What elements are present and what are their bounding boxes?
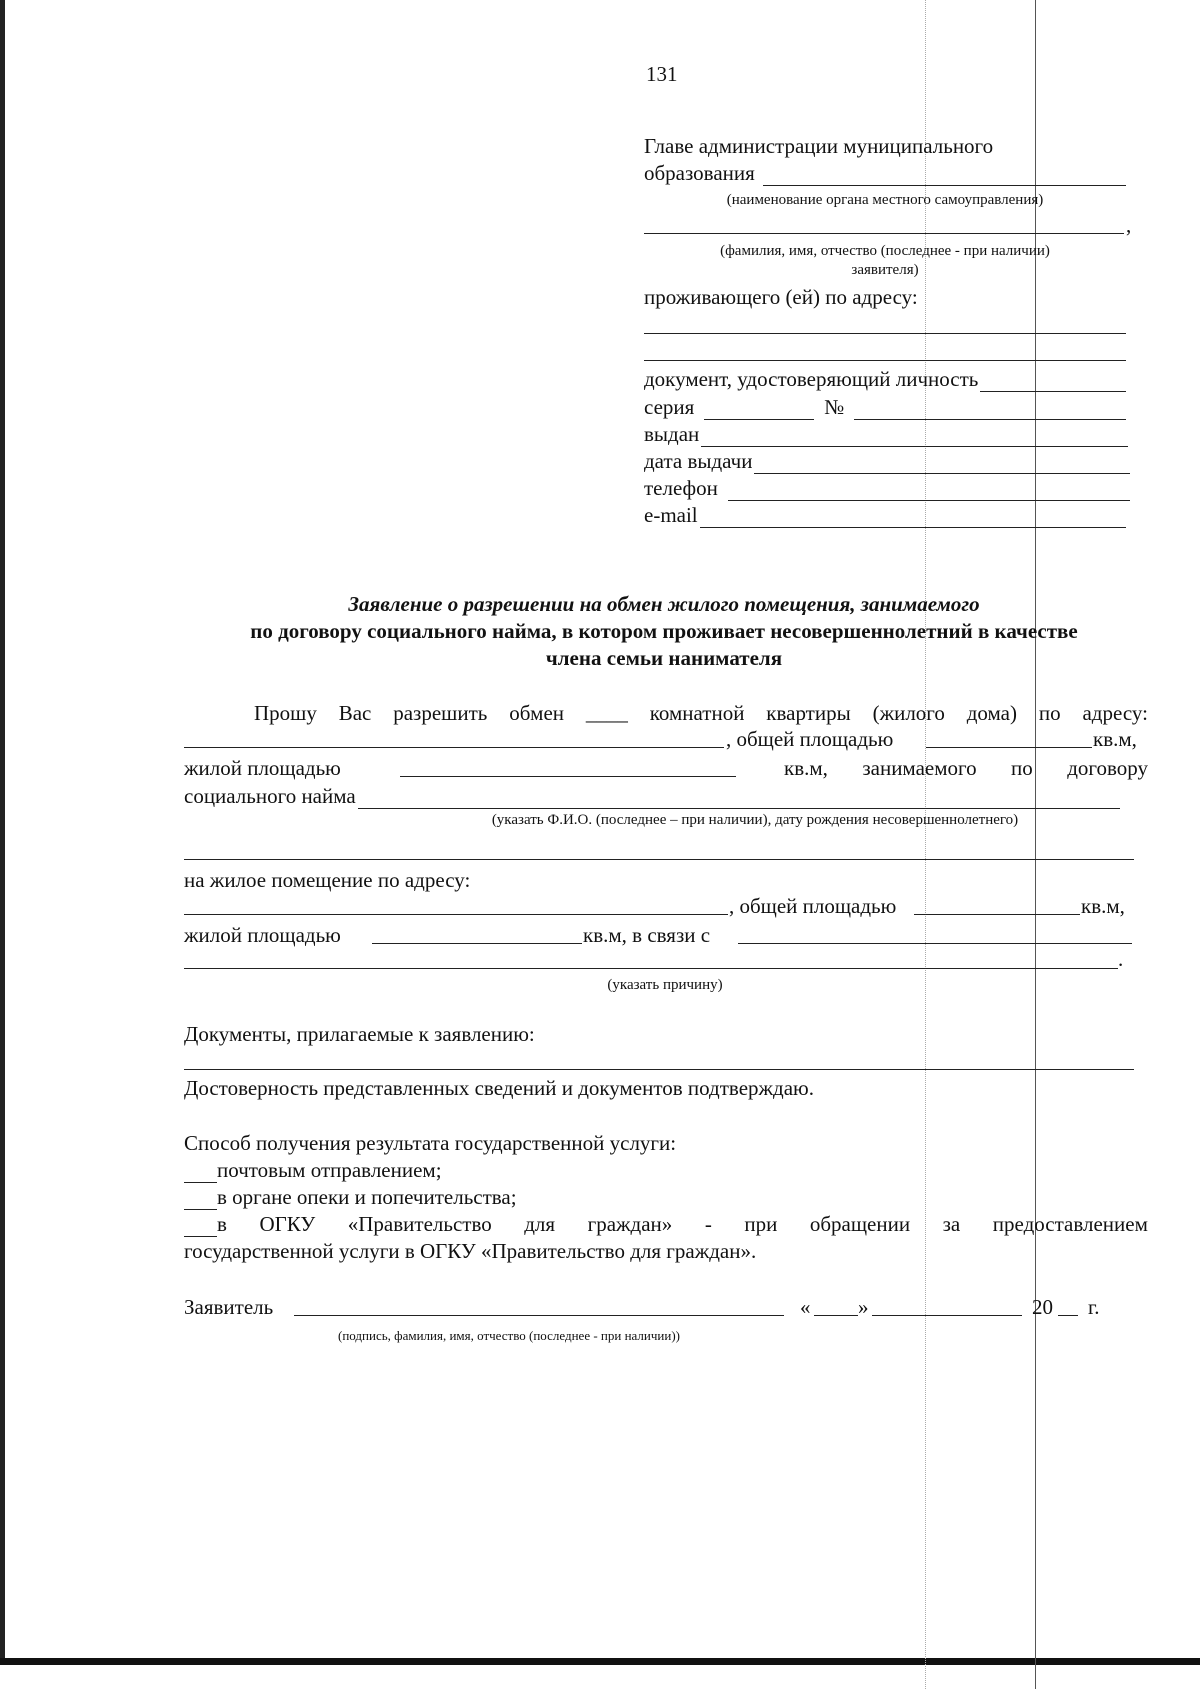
id-document-row (644, 366, 1126, 392)
address-field-1[interactable] (644, 333, 1126, 334)
documents-attached-field[interactable] (184, 1069, 1134, 1070)
because-label: кв.м, в связи с (583, 923, 711, 947)
municipality-caption: (наименование органа местного самоуправления) (726, 192, 1044, 208)
minor-info-field-2[interactable] (184, 859, 1134, 860)
living-area-field-2[interactable] (372, 943, 582, 944)
signature-caption: (подпись, фамилия, имя, отчество (последнее - при наличии)) (338, 1328, 680, 1343)
word: комнатной (649, 701, 745, 725)
word: по (1038, 701, 1061, 725)
documents-attached-label: Документы, прилагаемые к заявлению: (184, 1022, 535, 1046)
living-area-label: жилой площадью (184, 756, 341, 780)
word: предоставлением (992, 1212, 1148, 1236)
word: разрешить (393, 701, 488, 725)
reason-field-1[interactable] (738, 943, 1132, 944)
word: за (942, 1212, 961, 1236)
word: обращении (809, 1212, 911, 1236)
applicant-name-caption-2: заявителя) (851, 262, 919, 278)
phone-row (644, 475, 1130, 501)
word: (жилого (872, 701, 945, 725)
issued-label: выдан (644, 422, 700, 446)
day-field[interactable] (814, 1315, 858, 1316)
issued-row (644, 421, 1128, 447)
word: Вас (338, 701, 372, 725)
option-mail-row (184, 1157, 442, 1183)
option-ogku-text (217, 1211, 1148, 1237)
scan-bottom-edge (0, 1658, 1200, 1665)
word: граждан» (587, 1212, 673, 1236)
issued-field[interactable] (701, 426, 1128, 447)
phone-label: телефон (644, 476, 718, 500)
addressee-municipality-label: образования (644, 161, 755, 185)
id-document-label: документ, удостоверяющий личность (644, 367, 979, 391)
scan-left-edge (0, 0, 5, 1665)
option-guardianship-row (184, 1184, 517, 1210)
applicant-label: Заявитель (184, 1295, 274, 1319)
applicant-name-comma: , (1126, 213, 1132, 237)
month-field[interactable] (872, 1315, 1022, 1316)
word: занимаемого (862, 756, 977, 780)
word: по (1011, 756, 1033, 780)
address-label: проживающего (ей) по адресу: (644, 285, 918, 309)
reason-caption: (указать причину) (607, 977, 723, 993)
reason-field-2[interactable] (184, 968, 1118, 969)
word: адресу: (1082, 701, 1148, 725)
minor-info-caption: (указать Ф.И.О. (последнее – при наличии), дату рождения несовершеннолетнего) (491, 812, 1019, 828)
address-field-2[interactable] (644, 360, 1126, 361)
total-area-field-2[interactable] (914, 914, 1080, 915)
room-count-field[interactable]: ____ (585, 701, 628, 725)
page-number: 131 (646, 62, 678, 86)
word: в (217, 1212, 227, 1236)
email-row (644, 502, 1126, 528)
option-guardianship-checkbox[interactable] (184, 1189, 217, 1210)
issue-date-row (644, 448, 1130, 474)
series-label: серия (644, 395, 695, 419)
sq-m-label: кв.м, (1093, 727, 1137, 751)
issue-date-label: дата выдачи (644, 449, 753, 473)
option-ogku-line-2: государственной услуги в ОГКУ «Правительство для граждан». (184, 1239, 757, 1263)
municipality-name-field[interactable] (763, 165, 1126, 186)
occupied-under-row (784, 755, 1148, 781)
social-lease-label: социального найма (184, 784, 356, 808)
new-premises-label: на жилое помещение по адресу: (184, 868, 471, 892)
word: договору (1067, 756, 1148, 780)
addressee-line-1: Главе администрации муниципального (644, 134, 994, 158)
living-area-label-2: жилой площадью (184, 923, 341, 947)
total-area-label: , общей площадью (726, 727, 894, 751)
word: при (744, 1212, 778, 1236)
document-title-line-1: Заявление о разрешении на обмен жилого помещения, занимаемого (348, 592, 980, 616)
email-label: e-mail (644, 503, 698, 527)
number-field[interactable] (854, 399, 1126, 420)
series-number-row (644, 394, 1126, 420)
minor-info-field[interactable] (358, 788, 1120, 809)
year-suffix: г. (1088, 1295, 1100, 1319)
option-mail-checkbox[interactable] (184, 1162, 217, 1183)
applicant-name-caption-1: (фамилия, имя, отчество (последнее - при наличии) (720, 243, 1050, 259)
option-guardianship-label: в органе опеки и попечительства; (217, 1185, 517, 1209)
id-document-field[interactable] (980, 371, 1126, 392)
word: «Правительство (347, 1212, 492, 1236)
word: - (704, 1212, 712, 1236)
year-field[interactable] (1058, 1315, 1078, 1316)
current-address-field[interactable] (184, 747, 724, 748)
new-address-field[interactable] (184, 914, 728, 915)
number-label: № (824, 395, 845, 419)
email-field[interactable] (700, 507, 1126, 528)
option-mail-label: почтовым отправлением; (217, 1158, 442, 1182)
applicant-name-field[interactable] (644, 233, 1124, 234)
option-ogku-row (184, 1211, 1148, 1237)
phone-field[interactable] (728, 480, 1130, 501)
word: дома) (966, 701, 1017, 725)
quote-open: « (800, 1295, 811, 1319)
addressee-line-2 (644, 160, 1126, 186)
word: квартиры (766, 701, 851, 725)
option-ogku-checkbox[interactable] (184, 1216, 217, 1237)
confirmation-text: Достоверность представленных сведений и документов подтверждаю. (184, 1076, 814, 1100)
series-field[interactable] (704, 399, 814, 420)
total-area-label-2: , общей площадью (729, 894, 897, 918)
document-title-line-3: члена семьи нанимателя (545, 646, 783, 670)
reason-period: . (1118, 947, 1124, 971)
applicant-signature-field[interactable] (294, 1315, 784, 1316)
word: обмен (509, 701, 565, 725)
request-line-1 (254, 700, 1148, 726)
word: Прошу (254, 701, 317, 725)
word: для (524, 1212, 556, 1236)
sq-m-label-2: кв.м, (1081, 894, 1125, 918)
total-area-field[interactable] (926, 747, 1092, 748)
word: кв.м, (784, 756, 828, 780)
result-method-label: Способ получения результата государственной услуги: (184, 1131, 677, 1155)
living-area-field[interactable] (400, 776, 736, 777)
document-title-line-2: по договору социального найма, в котором проживает несовершеннолетний в качестве (250, 619, 1078, 643)
issue-date-field[interactable] (754, 453, 1130, 474)
word: ОГКУ (259, 1212, 316, 1236)
quote-close: » (858, 1295, 869, 1319)
year-prefix: 20 (1032, 1295, 1053, 1319)
social-lease-row (184, 783, 1120, 809)
